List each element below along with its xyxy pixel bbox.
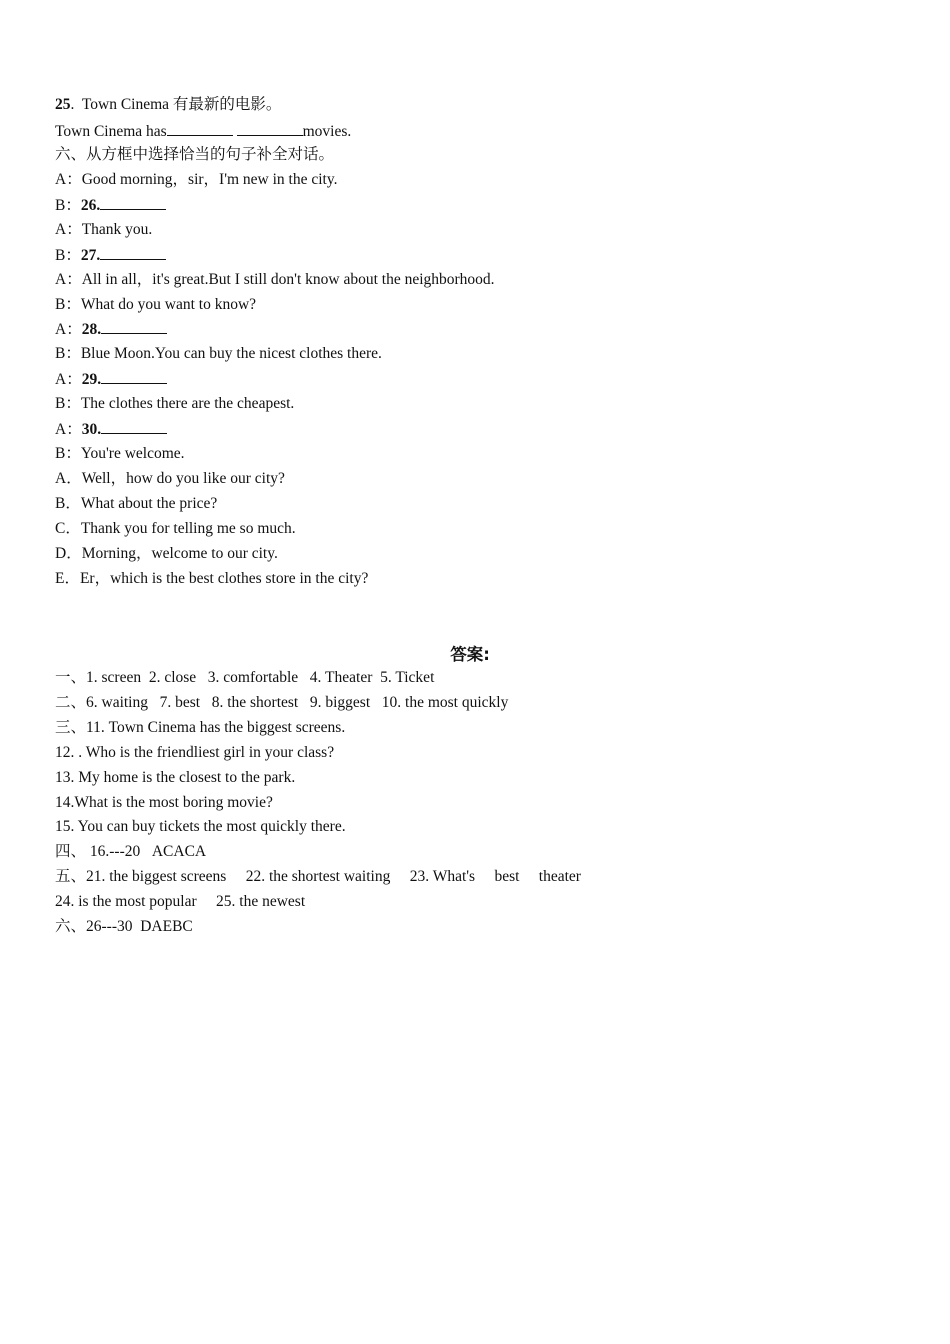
dialogue-text: What do you want to know? [80, 295, 257, 313]
q25-number: 25 [55, 96, 71, 113]
speaker-label: B： [55, 345, 81, 363]
dialogue-line [55, 344, 382, 364]
q25-blank-2[interactable] [237, 121, 303, 136]
speaker-label: A： [55, 421, 82, 438]
q25-answer-suffix: movies. [302, 123, 352, 140]
blank-number: 30. [81, 421, 102, 438]
answer-blank[interactable] [100, 195, 166, 210]
dialogue-line [55, 319, 167, 340]
dialogue-text: The clothes there are the cheapest. [80, 395, 295, 413]
blank-number: 27. [80, 246, 101, 264]
answer-line: 13. My home is the closest to the park. [55, 768, 296, 786]
dialogue-text: You're welcome. [80, 444, 185, 462]
dialogue-line [55, 195, 166, 216]
answer-line: 一、1. screen 2. close 3. comfortable 4. Theater 5. Ticket [55, 669, 435, 686]
option-item: A．Well，how do you like our city? [55, 470, 285, 487]
dialogue-line [55, 369, 167, 390]
speaker-label: B： [55, 246, 81, 264]
speaker-label: B： [55, 395, 81, 413]
speaker-label: B： [55, 196, 81, 214]
answer-blank[interactable] [101, 369, 167, 384]
blank-number: 29. [81, 371, 102, 389]
q25-prompt-text: Town Cinema 有最新的电影。 [81, 96, 282, 113]
dialogue-line [55, 394, 294, 414]
answer-line: 四、 16.---20 ACACA [55, 843, 207, 861]
answer-line: 二、6. waiting 7. best 8. the shortest 9. biggest 10. the most quickly [55, 693, 509, 711]
dialogue-line [55, 270, 495, 290]
dialogue-text: Blue Moon.You can buy the nicest clothes there. [80, 345, 382, 363]
dialogue-text: Thank you. [81, 220, 153, 238]
option-item: B．What about the price? [55, 494, 218, 512]
speaker-label: A： [55, 321, 82, 339]
option-item: D．Morning，welcome to our city. [55, 544, 278, 562]
blank-number: 28. [81, 321, 102, 339]
dialogue-line [55, 444, 185, 464]
answer-line: 12. . Who is the friendliest girl in your class? [55, 743, 335, 761]
speaker-label: B： [55, 295, 81, 313]
speaker-label: A： [55, 171, 82, 188]
answer-blank[interactable] [101, 319, 167, 334]
option-item: C．Thank you for telling me so much. [55, 519, 296, 537]
speaker-label: A： [55, 270, 82, 288]
answers-title: 答案: [450, 645, 490, 664]
answer-line: 15. You can buy tickets the most quickly there. [55, 818, 346, 836]
q25-answer-prefix: Town Cinema has [55, 123, 167, 140]
dialogue-line [55, 295, 256, 315]
dialogue-text: Good morning，sir，I'm new in the city. [81, 171, 338, 188]
answer-line: 三、11. Town Cinema has the biggest screens. [55, 718, 346, 736]
q25-blank-1[interactable] [167, 121, 233, 136]
answer-line: 24. is the most popular 25. the newest [55, 893, 306, 911]
dialogue-line [55, 170, 337, 190]
option-item: E．Er，which is the best clothes store in the city? [55, 569, 369, 587]
q25-answer-line [55, 121, 351, 142]
dialogue-text: All in all，it's great.But I still don't know about the neighborhood. [81, 270, 495, 288]
speaker-label: A： [55, 371, 82, 389]
speaker-label: B： [55, 444, 81, 462]
dialogue-line [55, 245, 166, 266]
speaker-label: A： [55, 220, 82, 238]
q25-prompt [55, 95, 281, 115]
section6-heading: 六、从方框中选择恰当的句子补全对话。 [55, 146, 335, 163]
answer-line: 14.What is the most boring movie? [55, 793, 273, 811]
q25-sep: . [70, 96, 75, 113]
dialogue-line [55, 419, 167, 440]
blank-number: 26. [80, 196, 101, 214]
answer-blank[interactable] [100, 245, 166, 260]
answer-line: 六、26---30 DAEBC [55, 918, 193, 935]
answer-line: 五、21. the biggest screens 22. the shortest waiting 23. What's best theater [55, 868, 581, 886]
dialogue-line [55, 220, 152, 240]
answer-blank[interactable] [101, 419, 167, 434]
